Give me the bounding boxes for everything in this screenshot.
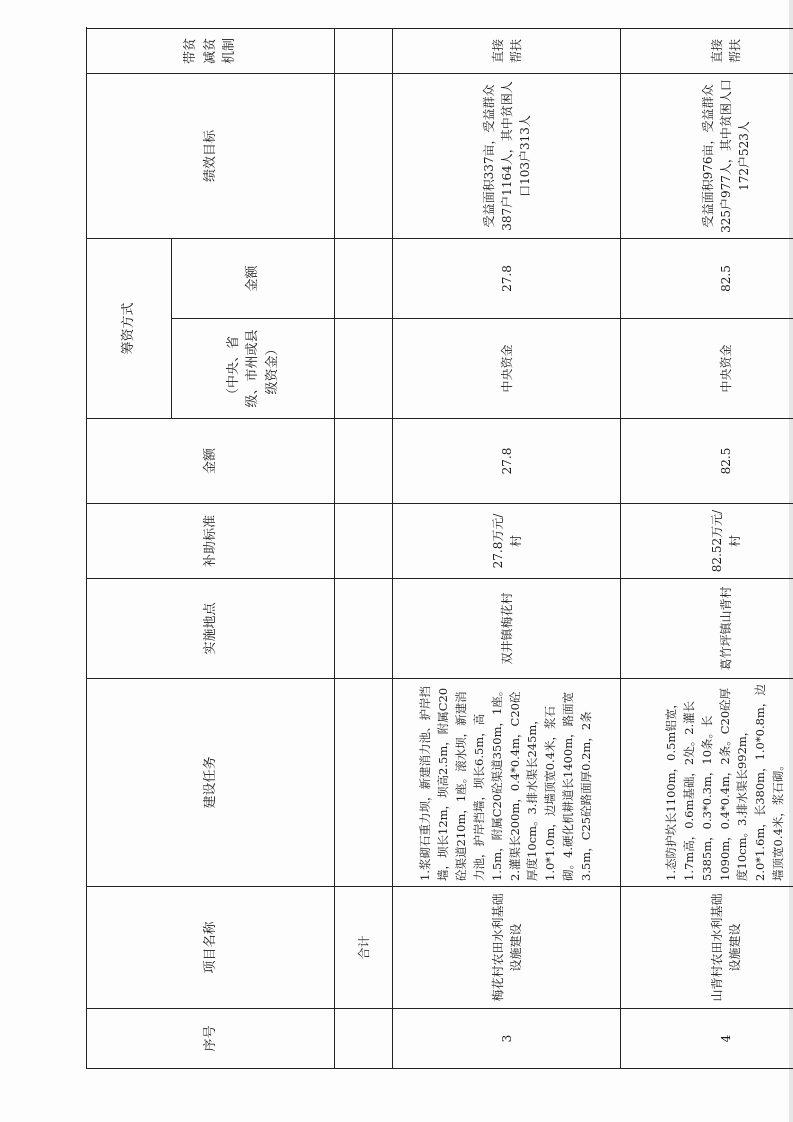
header-funding-source: （中央、省级、市州或县级资金） <box>172 319 335 419</box>
row-subsidy: 82.52万元/村 <box>621 504 793 579</box>
header-location: 实施地点 <box>87 579 335 679</box>
project-table <box>86 28 793 1069</box>
row-performance: 受益面积337亩，受益群众387户1164人，其中贫困人口103户313人 <box>393 73 621 238</box>
row-funding-source: 中央资金 <box>621 319 793 419</box>
header-name: 项目名称 <box>87 887 335 1009</box>
row-performance: 受益面积976亩，受益群众325户977人，其中贫困人口172户523人 <box>621 73 793 238</box>
row-location: 葛竹坪镇山背村 <box>621 579 793 679</box>
table-row <box>621 28 793 1068</box>
header-amount: 金额 <box>87 419 335 504</box>
header-row-1 <box>87 28 172 1068</box>
row-poverty-mechanism: 直接帮扶 <box>621 28 793 73</box>
header-funding-amount: 金额 <box>172 238 335 318</box>
header-poverty-mechanism: 带贫减贫机制 <box>87 28 335 73</box>
row-construction-task: 1.浆砌石重力坝，新建消力池、护岸挡墙，坝长12m，坝高2.5m，附属C20砼渠道210m，1座。滚水坝，新建消力池，护岸挡墙，坝长6.5m，高1.5m，附属C20砼渠道350m，1座。2.灌渠长200m，0.4*0.4m，C20砼厚度10cm。3.排水渠长245m，1.0*1.0m，边墙顶宽0.4米，浆石砌。4.硬化机耕道长1400m，路面宽3.5m，C25砼路面厚0.2m，2条 <box>393 679 621 887</box>
row-funding-amount: 27.8 <box>393 238 621 318</box>
row-construction-task: 1.态防护坎长1100m，0.5m铝宽，1.7m高，0.6m基础，2处。2.灌长5385m，0.3*0.3m，10条。长1090m，0.4*0.4m，2条。C20砼厚度10cm。3.排水渠长992m，2.0*1.6m，长380m，1.0*0.8m，边墙顶宽0.4米，浆石砌。 <box>621 679 793 887</box>
header-seq: 序号 <box>87 1009 335 1069</box>
total-label: 合计 <box>335 887 393 1009</box>
row-project-name: 山背村农田水利基础设施建设 <box>621 887 793 1009</box>
row-amount: 27.8 <box>393 419 621 504</box>
row-poverty-mechanism: 直接帮扶 <box>393 28 621 73</box>
row-project-name: 梅花村农田水利基础设施建设 <box>393 887 621 1009</box>
row-funding-amount: 82.5 <box>621 238 793 318</box>
row-funding-source: 中央资金 <box>393 319 621 419</box>
total-row <box>335 28 393 1068</box>
row-seq: 3 <box>393 1009 621 1069</box>
row-seq: 4 <box>621 1009 793 1069</box>
total-seq <box>335 1009 393 1069</box>
header-task: 建设任务 <box>87 679 335 887</box>
rotated-table-container <box>86 37 786 1069</box>
row-subsidy: 27.8万元/村 <box>393 504 621 579</box>
header-performance: 绩效目标 <box>87 73 335 238</box>
table-row <box>393 28 621 1068</box>
header-subsidy: 补助标准 <box>87 504 335 579</box>
header-funding-group: 筹资方式 <box>87 238 172 418</box>
row-location: 双井镇梅花村 <box>393 579 621 679</box>
row-amount: 82.5 <box>621 419 793 504</box>
